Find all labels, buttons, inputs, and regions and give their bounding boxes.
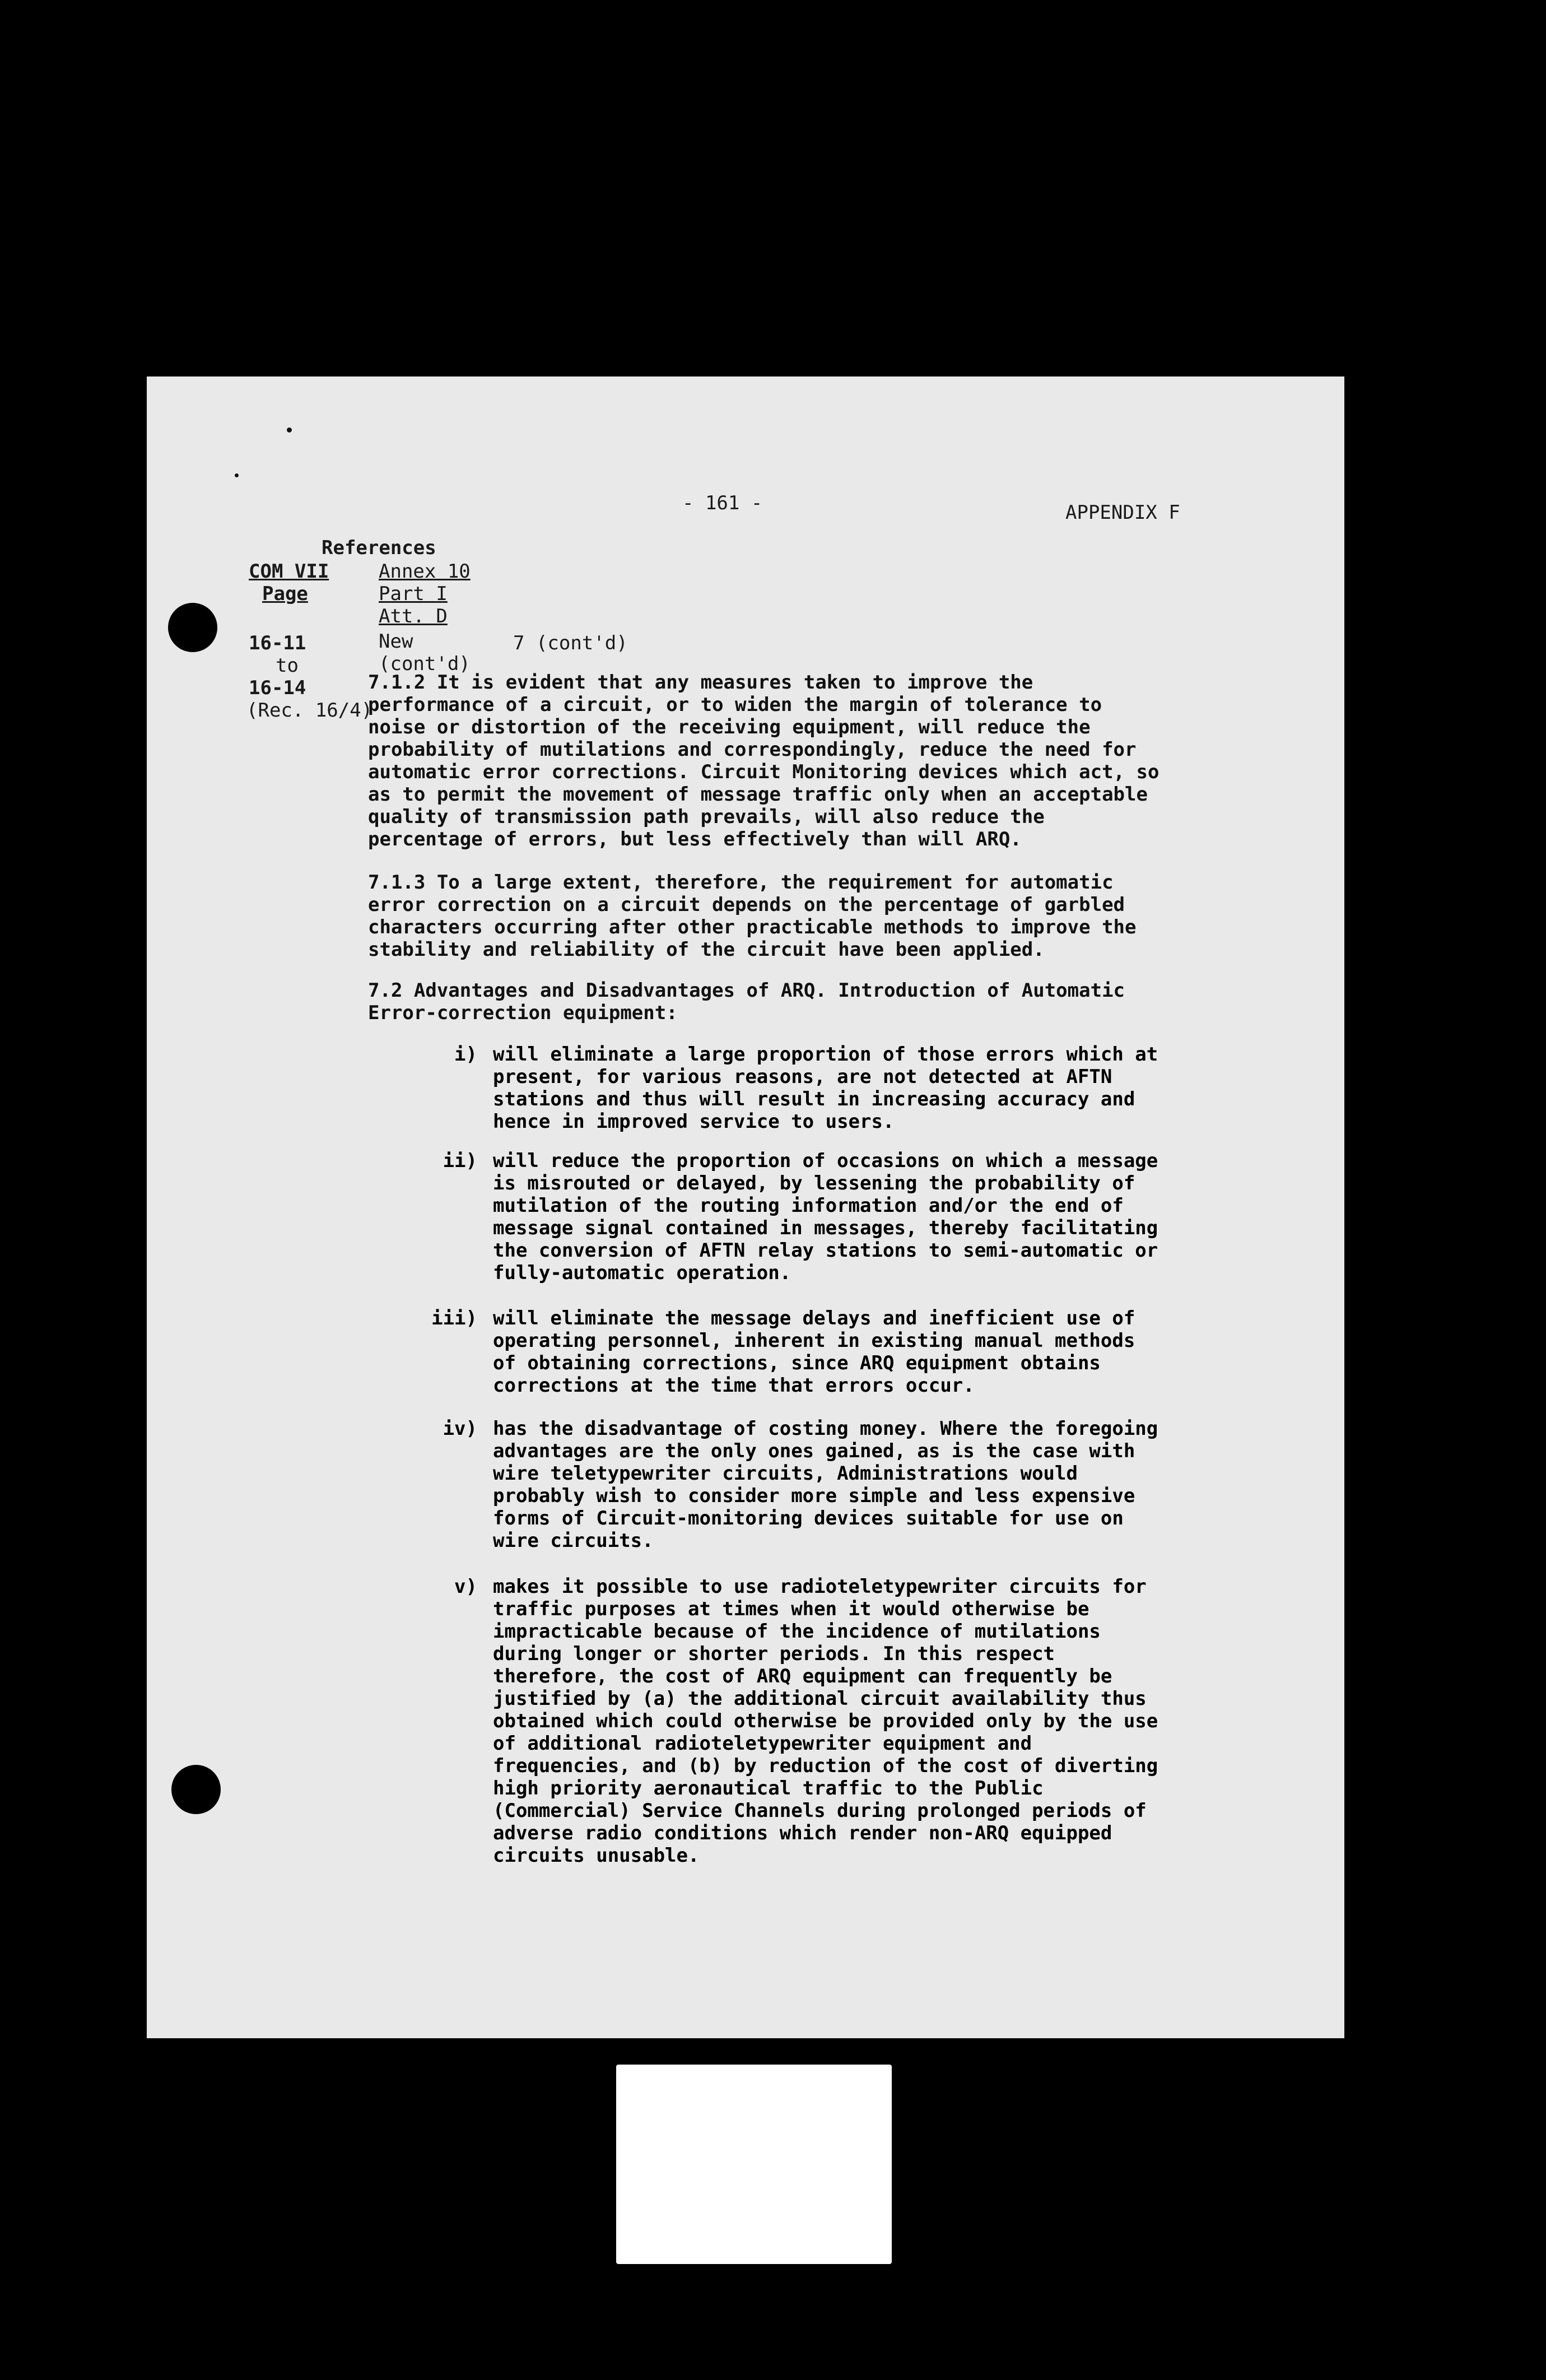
section-heading: 7 (cont'd) [513,632,628,654]
blank-label [616,2065,892,2264]
ref-pages-end: 16-14 [249,677,306,699]
list-item [415,1150,1199,1284]
ref-col1-header: COM VII [249,560,329,583]
punch-hole-top [168,603,217,652]
appendix-label: APPENDIX F [1065,501,1180,524]
list-item [415,1417,1199,1552]
speck [235,473,239,477]
ref-col1-sub: Page [262,583,308,605]
list-item [415,1575,1199,1867]
ref-col2-header: Annex 10 [379,560,471,583]
ref-status-cont: (cont'd) [379,653,471,675]
list-item-text: makes it possible to use radioteletypewriter circuits for traffic purposes at times when it would otherwise be impracticable because of the incidence of mutilations during longer or shorter periods. In this respect therefore, the cost of ARQ equipment can frequently be justified by (a) the additional circuit availability thus obtained which could otherwise be provided only by the use of additional radioteletypewriter equipment and frequencies, and (b) by reduction of the cost of diverting high priority aeronautical traffic to the Public (Commercial) Service Channels during prolonged periods of adverse radio conditions which render non-ARQ equipped circuits unusable. [493,1575,1158,1867]
page-number: - 161 - [682,492,763,514]
paragraph-7-2: 7.2 Advantages and Disadvantages of ARQ. Introduction of Automatic Error-correction equipment: [368,979,1125,1024]
list-item-number: i) [454,1043,477,1066]
list-item-number: ii) [443,1150,477,1172]
references-title: References [322,537,436,559]
list-item [415,1043,1199,1144]
list-item-text: will eliminate a large proportion of those errors which at present, for various reasons, are not detected at AFTN stations and thus will result in increasing accuracy and hence in improved service to users. [493,1043,1158,1133]
ref-rec: (Rec. 16/4) [246,699,373,722]
ref-status: New [379,630,413,653]
list-item-number: iv) [443,1417,477,1440]
ref-col2-sub2: Att. D [379,605,448,627]
list-item-number: v) [454,1575,477,1598]
ref-pages-from: 16-11 [249,632,306,654]
ref-pages-to: to [276,654,299,677]
list-item-text: will reduce the proportion of occasions on which a message is misrouted or delayed, by lessening the probability of mutilation of the routing information and/or the end of message signal contained in messages, thereby facilitating the conversion of AFTN relay stations to semi-automatic or fully-automatic operation. [493,1150,1158,1284]
list-item-number: iii) [431,1307,477,1330]
ref-col2-sub1: Part I [379,583,448,605]
list-item-text: has the disadvantage of costing money. Where the foregoing advantages are the only ones gained, as is the case with wire teletypewriter circuits, Administrations would probably wish to consider more simple and less expensive forms of Circuit-monitoring devices suitable for use on wire circuits. [493,1417,1158,1552]
paragraph-7-1-2: 7.1.2 It is evident that any measures taken to improve the performance of a circuit, or to widen the margin of tolerance to noise or distortion of the receiving equipment, will reduce the probability of mutilations and correspondingly, reduce the need for automatic error corrections. Circuit Monitoring devices which act, so as to permit the movement of message traffic only when an acceptable quality of transmission path prevails, will also reduce the percentage of errors, but less effectively than will ARQ. [368,671,1160,850]
list-item-text: will eliminate the message delays and inefficient use of operating personnel, inherent in existing manual methods of obtaining corrections, since ARQ equipment obtains corrections at the time that errors occur. [493,1307,1135,1397]
speck [287,427,292,433]
punch-hole-bottom [171,1765,221,1814]
list-item [415,1307,1199,1408]
paragraph-7-1-3: 7.1.3 To a large extent, therefore, the requirement for automatic error correction on a circuit depends on the percentage of garbled characters occurring after other practicable methods to improve the stability and reliability of the circuit have been applied. [368,871,1137,961]
